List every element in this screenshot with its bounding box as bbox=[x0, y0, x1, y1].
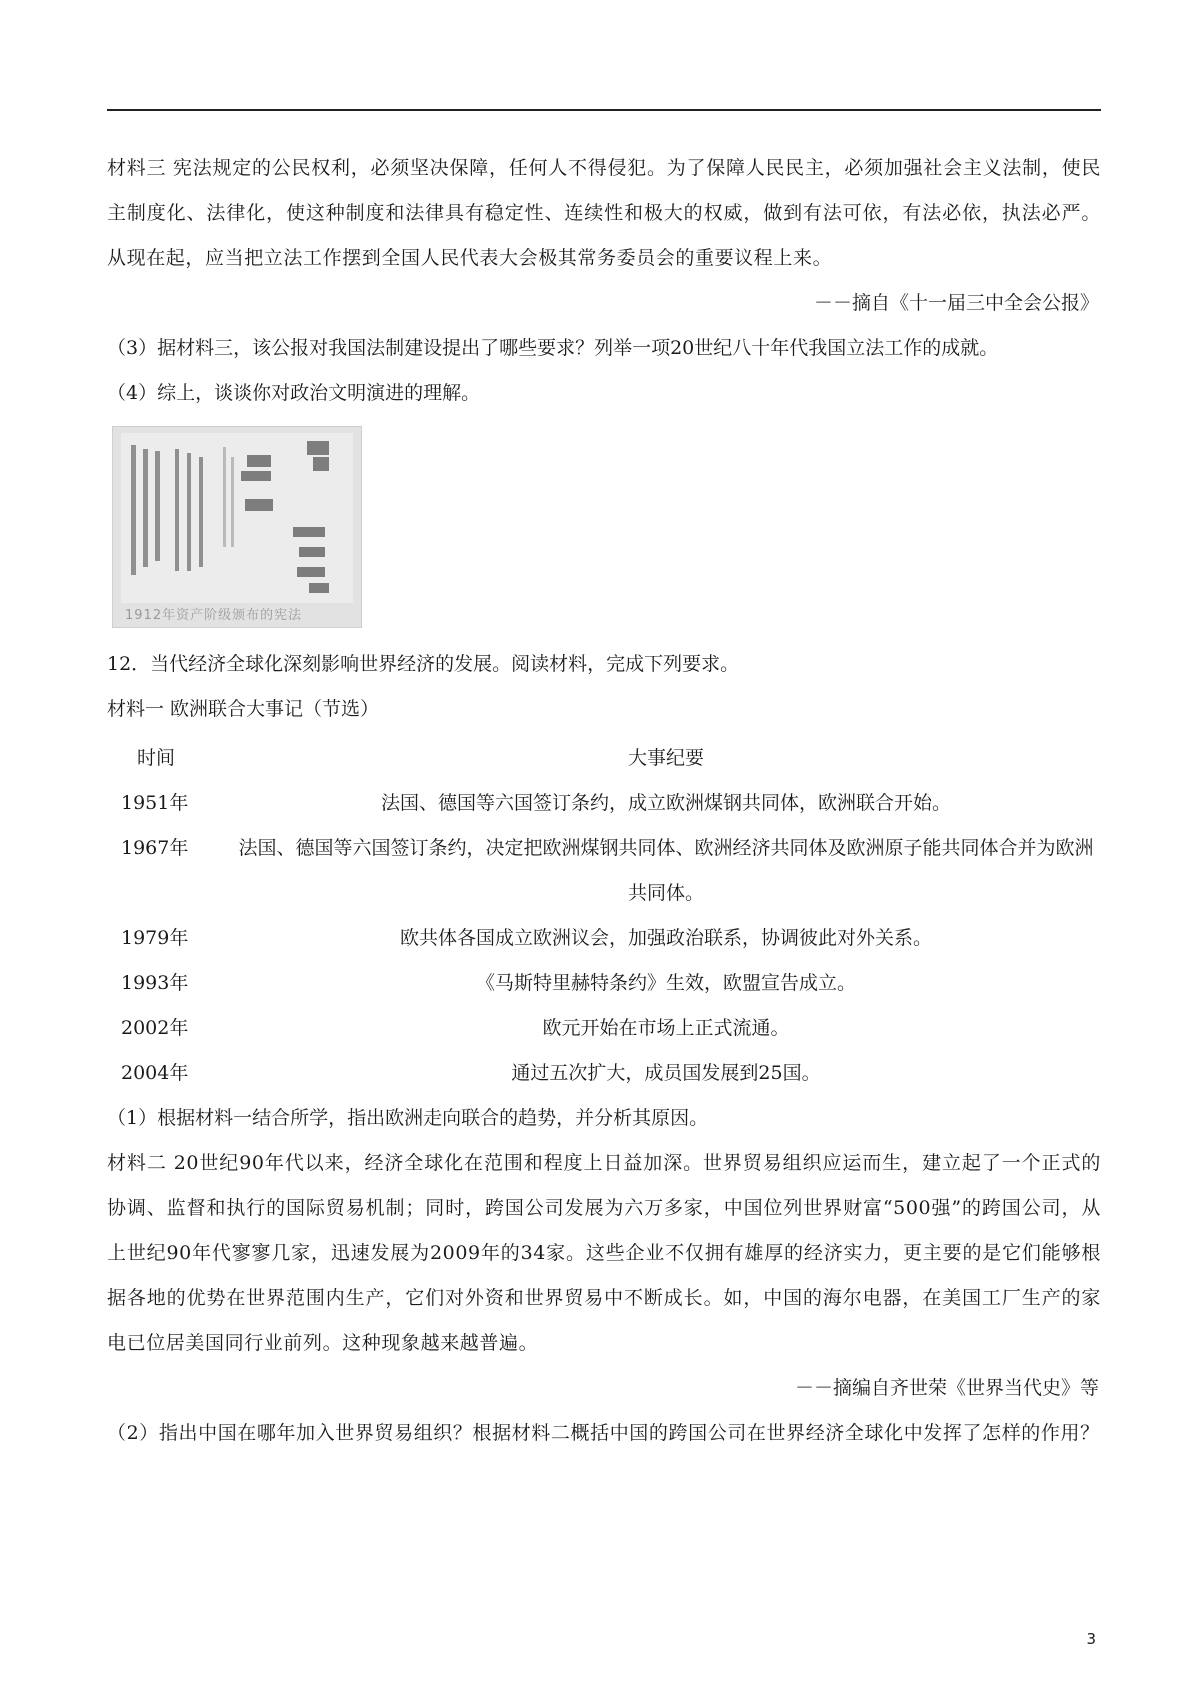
table-row bbox=[107, 781, 1101, 826]
row-event: 通过五次扩大，成员国发展到25国。 bbox=[511, 1062, 821, 1084]
table-header-time: 时间 bbox=[137, 747, 176, 769]
row-year: 2002年 bbox=[121, 1017, 189, 1039]
table-header-row bbox=[107, 736, 1101, 781]
material-one-title: 材料一 欧洲联合大事记（节选） bbox=[107, 698, 380, 720]
page-content bbox=[107, 146, 1101, 1456]
row-event: 《马斯特里赫特条约》生效，欧盟宣告成立。 bbox=[475, 972, 856, 994]
eu-events-table bbox=[107, 736, 1101, 1096]
question-12-1: （1）根据材料一结合所学，指出欧洲走向联合的趋势，并分析其原因。 bbox=[107, 1107, 709, 1129]
question-12-intro: 12．当代经济全球化深刻影响世界经济的发展。阅读材料，完成下列要求。 bbox=[107, 653, 740, 675]
row-event: 欧共体各国成立欧洲议会，加强政治联系，协调彼此对外关系。 bbox=[399, 927, 932, 949]
table-row bbox=[107, 1051, 1101, 1096]
table-row bbox=[107, 961, 1101, 1006]
material-two-text: 材料二 20世纪90年代以来，经济全球化在范围和程度上日益加深。世界贸易组织应运而生，建立起了一个正式的协调、监督和执行的国际贸易机制；同时，跨国公司发展为六万多家，中国位列世界财富“500强”的跨国公司，从上世纪90年代寥寥几家，迅速发展为2009年的34家。这些企业不仅拥有雄厚的经济实力，更主要的是它们能够根据各地的优势在世界范围内生产，它们对外资和世界贸易中不断成长。如，中国的海尔电器，在美国工厂生产的家电已位居美国同行业前列。这种现象越来越普遍。 bbox=[107, 1152, 1101, 1354]
material-three-source: －－摘自《十一届三中全会公报》 bbox=[813, 292, 1099, 314]
row-event: 法国、德国等六国签订条约，决定把欧洲煤钢共同体、欧洲经济共同体及欧洲原子能共同体合并为欧洲共同体。 bbox=[238, 837, 1094, 904]
row-year: 1967年 bbox=[121, 837, 189, 859]
table-row bbox=[107, 916, 1101, 961]
question-12-2: （2）指出中国在哪年加入世界贸易组织？根据材料二概括中国的跨国公司在世界经济全球化中发挥了怎样的作用？ bbox=[107, 1422, 1100, 1444]
material-three-text: 材料三 宪法规定的公民权利，必须坚决保障，任何人不得侵犯。为了保障人民民主，必须加强社会主义法制，使民主制度化、法律化，使这种制度和法律具有稳定性、连续性和极大的权威，做到有法可依，有法必依，执法必严。从现在起，应当把立法工作摆到全国人民代表大会极其常务委员会的重要议程上来。 bbox=[107, 157, 1101, 269]
row-event: 欧元开始在市场上正式流通。 bbox=[542, 1017, 790, 1039]
table-header-event: 大事纪要 bbox=[627, 747, 704, 769]
constitution-photo bbox=[112, 426, 362, 628]
question-4: （4）综上，谈谈你对政治文明演进的理解。 bbox=[107, 382, 481, 404]
row-event: 法国、德国等六国签订条约，成立欧洲煤钢共同体，欧洲联合开始。 bbox=[380, 792, 951, 814]
table-row bbox=[107, 1006, 1101, 1051]
row-year: 2004年 bbox=[121, 1062, 189, 1084]
question-3: （3）据材料三，该公报对我国法制建设提出了哪些要求？列举一项20世纪八十年代我国立法工作的成就。 bbox=[107, 337, 999, 359]
constitution-photo-image bbox=[113, 427, 361, 627]
material-two-source: －－摘编自齐世荣《世界当代史》等 bbox=[794, 1377, 1099, 1399]
header-rule bbox=[107, 109, 1101, 111]
photo-caption: 1912年资产阶级颁布的宪法 bbox=[125, 608, 303, 623]
table-row bbox=[107, 826, 1101, 916]
row-year: 1979年 bbox=[121, 927, 189, 949]
row-year: 1951年 bbox=[121, 792, 189, 814]
row-year: 1993年 bbox=[121, 972, 189, 994]
page-number: 3 bbox=[1086, 1630, 1096, 1648]
